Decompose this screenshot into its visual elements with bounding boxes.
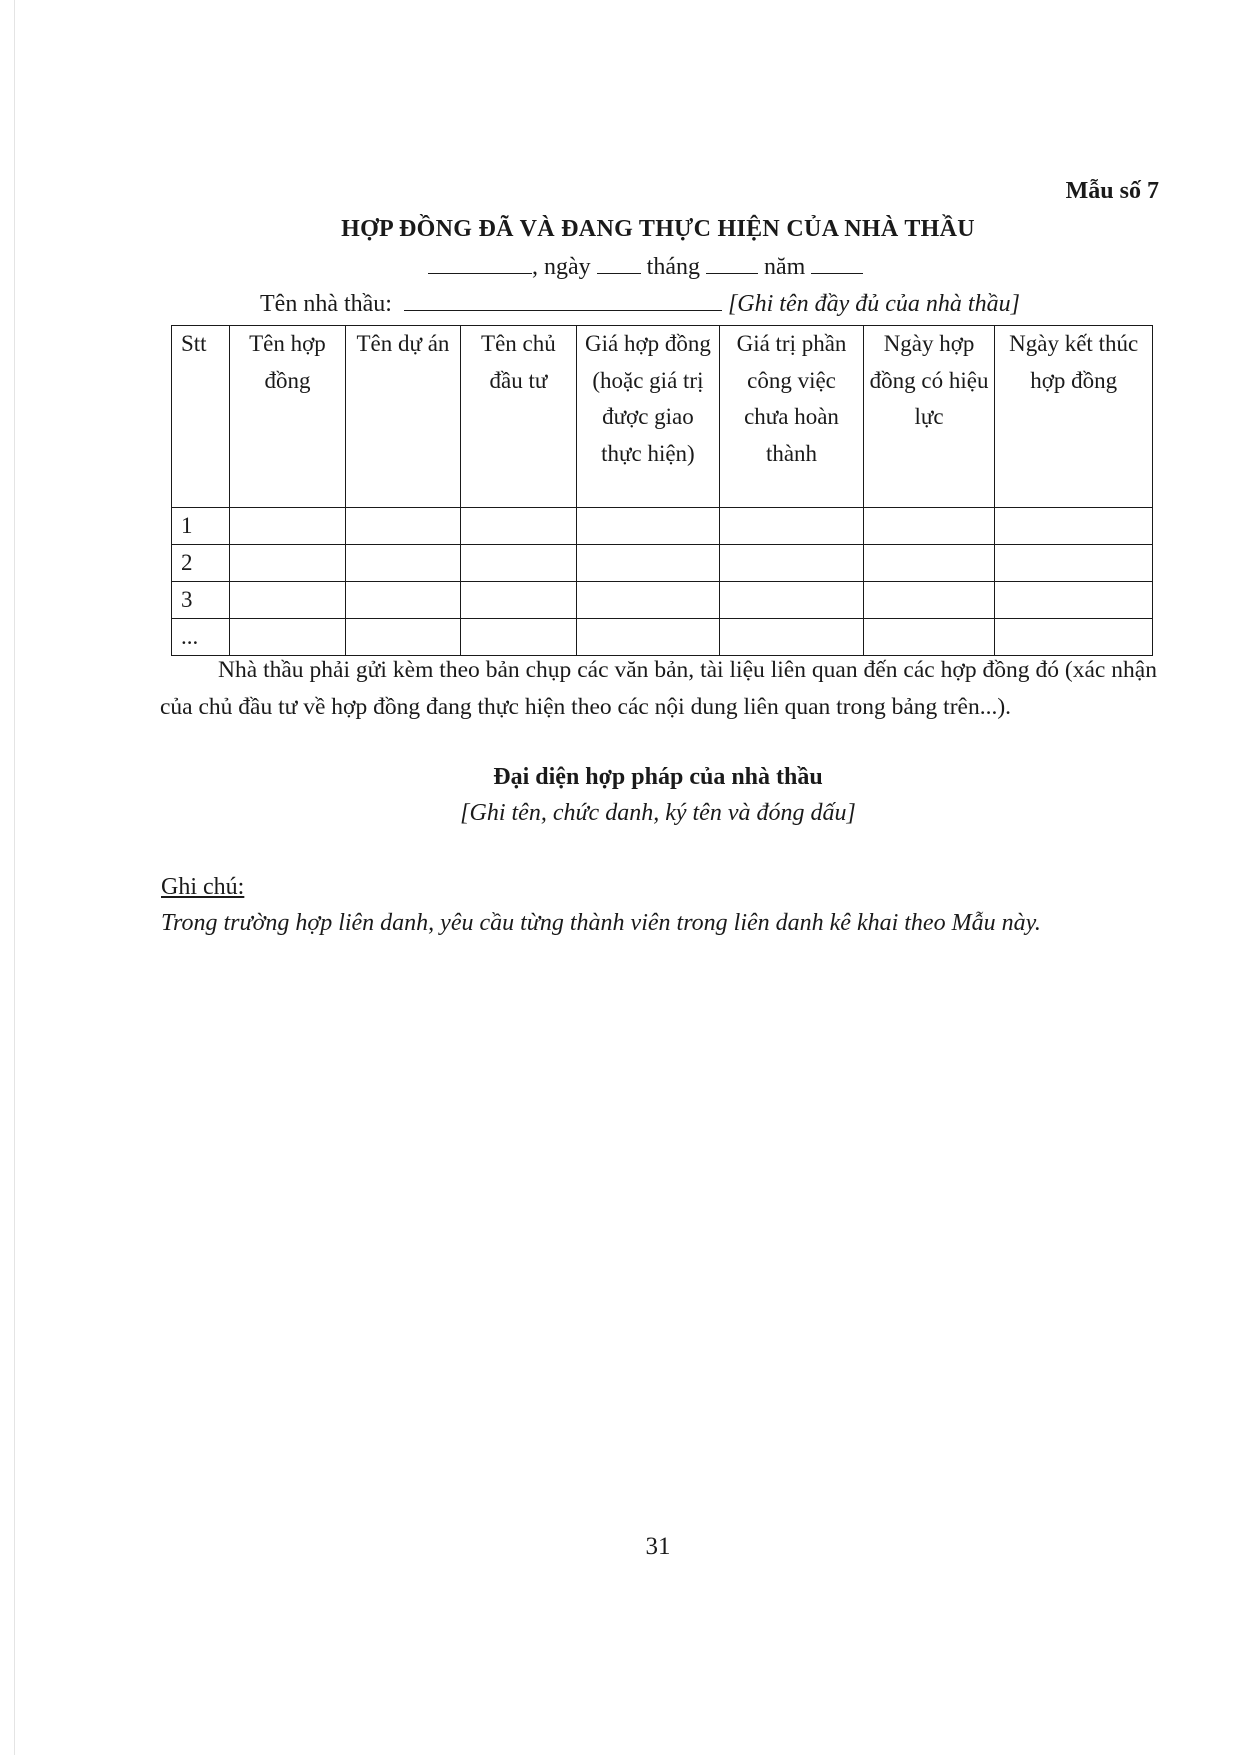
year-blank: [811, 253, 863, 274]
table-cell: [230, 545, 345, 582]
row-number: ...: [172, 619, 230, 656]
page-number: 31: [645, 1533, 671, 1560]
table-row: [172, 619, 1153, 656]
column-header-contract-name: Tên hợp đồng: [230, 326, 345, 508]
place-blank: [428, 253, 532, 274]
column-header-contract-price: Giá hợp đồng (hoặc giá trị được giao thực hiện): [576, 326, 720, 508]
month-label: tháng: [646, 254, 700, 280]
table-cell: [461, 582, 576, 619]
table-cell: [995, 582, 1153, 619]
year-label: năm: [763, 254, 806, 280]
table-cell: [720, 508, 864, 545]
table-cell: [995, 545, 1153, 582]
table-cell: [995, 508, 1153, 545]
column-header-unfinished-value: Giá trị phần công việc chưa hoàn thành: [720, 326, 864, 508]
table-cell: [576, 508, 720, 545]
table-row: [172, 545, 1153, 582]
contractor-name-blank: [404, 290, 722, 311]
table-cell: [576, 582, 720, 619]
table-cell: [863, 619, 995, 656]
month-blank: [706, 253, 758, 274]
contractor-instruction: [Ghi tên đầy đủ của nhà thầu]: [727, 291, 1020, 317]
contractor-name-line: [260, 290, 1020, 318]
page-edge-line: [14, 0, 15, 1755]
table-cell: [230, 582, 345, 619]
column-header-effective-date: Ngày hợp đồng có hiệu lực: [863, 326, 995, 508]
contractor-label: Tên nhà thầu:: [260, 291, 392, 317]
day-blank: [597, 253, 641, 274]
legal-representative-title: Đại diện hợp pháp của nhà thầu: [493, 764, 823, 790]
table-cell: [720, 619, 864, 656]
contracts-table: [171, 325, 1153, 656]
table-cell: [576, 545, 720, 582]
row-number: 3: [172, 582, 230, 619]
table-cell: [345, 508, 460, 545]
table-cell: [345, 582, 460, 619]
table-cell: [461, 508, 576, 545]
table-cell: [230, 508, 345, 545]
column-header-investor-name: Tên chủ đầu tư: [461, 326, 576, 508]
column-header-project-name: Tên dự án: [345, 326, 460, 508]
table-cell: [461, 545, 576, 582]
form-number: Mẫu số 7: [1065, 178, 1159, 204]
table-cell: [720, 545, 864, 582]
table-cell: [863, 582, 995, 619]
table-cell: [863, 508, 995, 545]
table-cell: [345, 545, 460, 582]
signature-instruction: [Ghi tên, chức danh, ký tên và đóng dấu]: [460, 800, 856, 826]
row-number: 2: [172, 545, 230, 582]
column-header-end-date: Ngày kết thúc hợp đồng: [995, 326, 1153, 508]
table-cell: [230, 619, 345, 656]
date-line: [428, 253, 863, 281]
column-header-stt: Stt: [172, 326, 230, 508]
note-text: Trong trường hợp liên danh, yêu cầu từng thành viên trong liên danh kê khai theo Mẫu này.: [161, 910, 1041, 936]
table-row: [172, 508, 1153, 545]
document-title: HỢP ĐỒNG ĐÃ VÀ ĐANG THỰC HIỆN CỦA NHÀ THẦU: [341, 216, 975, 242]
attachment-note-paragraph: Nhà thầu phải gửi kèm theo bản chụp các văn bản, tài liệu liên quan đến các hợp đồng đó (xác nhận của chủ đầu tư về hợp đồng đang thực hiện theo các nội dung liên quan trong bảng trên...).: [160, 657, 1157, 720]
row-number: 1: [172, 508, 230, 545]
note-label: Ghi chú:: [161, 874, 245, 900]
table-cell: [720, 582, 864, 619]
table-cell: [995, 619, 1153, 656]
table-cell: [461, 619, 576, 656]
table-cell: [576, 619, 720, 656]
day-label: , ngày: [532, 254, 591, 280]
table-cell: [863, 545, 995, 582]
table-cell: [345, 619, 460, 656]
table-header-row: [172, 326, 1153, 508]
table-row: [172, 582, 1153, 619]
